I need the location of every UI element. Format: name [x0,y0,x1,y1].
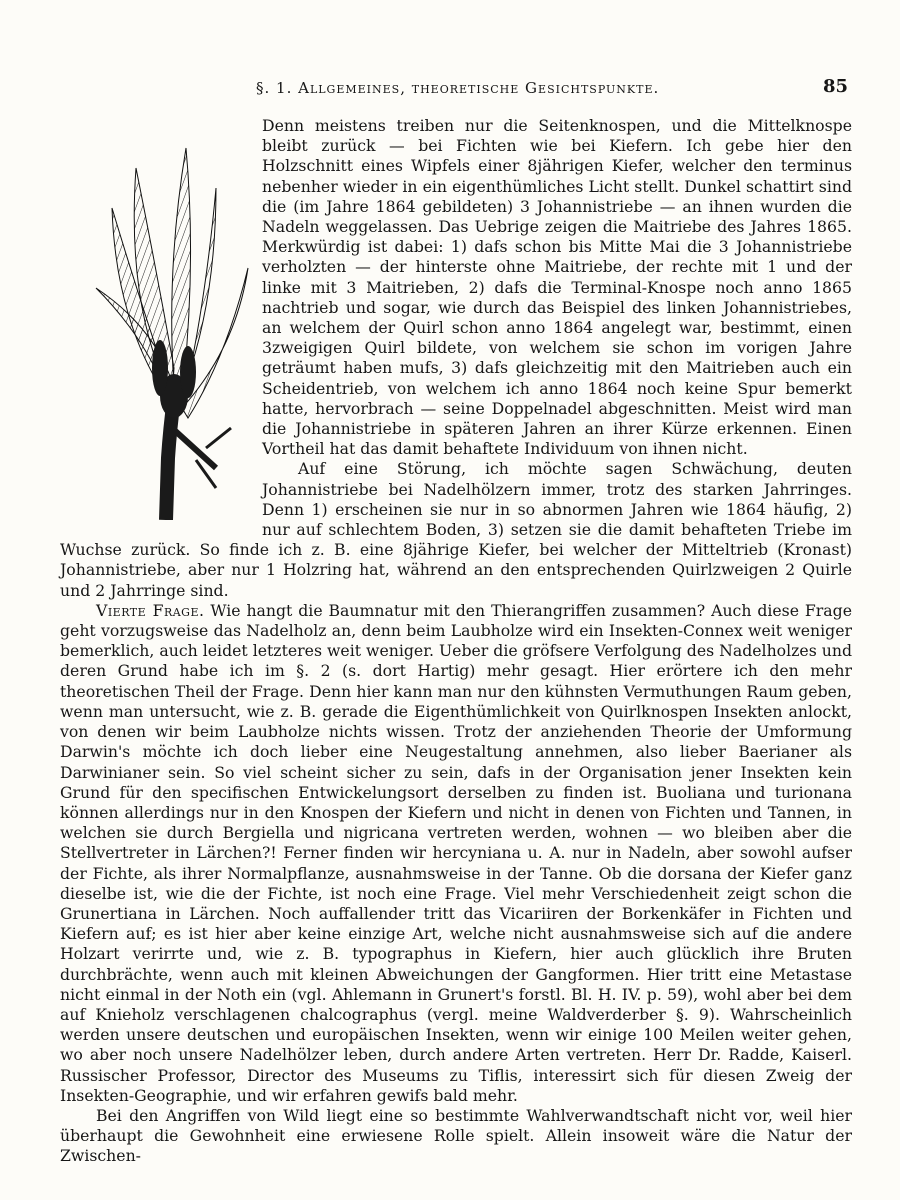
paragraph: Auf eine Störung, ich möchte sagen Schwächung, deuten Johannistriebe bei Nadelhölzern immer, trotz des starken Jahrringes. Denn 1) erscheinen sie nur in so abnormen Jahren wie 1864 häufig, 2) nur auf schlechtem Boden, 3) setzen sie die damit behafteten Triebe im Wuchse zurück. So finde ich z. B. eine 8jährige Kiefer, bei welcher der Mitteltrieb (Kronast) Johannistriebe, aber nur 1 Holzring hat, während an den entsprechenden Quirlzweigen 2 Quirle und 2 Jahrringe sind. [60,459,852,600]
paragraph-with-heading [60,601,852,1106]
figure-float-space [60,116,260,536]
page-number: 85 [822,76,848,97]
paragraph-text: Wie hangt die Baumnatur mit den Thierangriffen zusammen? Auch diese Frage geht vorzugsweise das Nadelholz an, denn beim Laubholze wird ein Insekten-Connex weit weniger bemerklich, auch leidet letzteres weit weniger. Ueber die gröfsere Verfolgung des Nadelholzes und deren Grund habe ich im §. 2 (s. dort Hartig) mehr gesagt. Hier erörtere ich den mehr theoretischen Theil der Frage. Denn hier kann man nur den kühnsten Vermuthungen Raum geben, wenn man untersucht, wie z. B. gerade die Eigenthümlichkeit von Quirlknospen Insekten anlockt, von denen wir beim Laubholze nichts wissen. Trotz der anziehenden Theorie der Umformung Darwin's möchte ich doch lieber eine Neugestaltung annehmen, also lieber Baerianer als Darwinianer sein. So viel scheint sicher zu sein, dafs in der Organisation jener Insekten kein Grund für den specifischen Entwickelungsort derselben zu finden ist. Buoliana und turionana können allerdings nur in den Knospen der Kiefern und nicht in denen von Fichten und Tannen, in welchen sie durch Bergiella und nigricana vertreten werden, wohnen — wo bleiben aber die Stellvertreter in Lärchen?! Ferner finden wir hercyniana u. A. nur in Nadeln, aber sowohl aufser der Fichte, als ihrer Normalpflanze, ausnahmsweise in der Tanne. Ob die dorsana der Kiefer ganz dieselbe ist, wie die der Fichte, ist noch eine Frage. Viel mehr Verschiedenheit zeigt schon die Grunertiana in Lärchen. Noch auffallender tritt das Vicariiren der Borkenkäfer in Fichten und Kiefern auf; es ist hier aber keine einzige Art, welche nicht ausnahmsweise sich auf die andere Holzart verirrte und, wie z. B. typographus in Kiefern, hier auch glücklich ihre Bruten durchbrächte, wenn auch mit kleinen Abweichungen der Gangformen. Hier tritt eine Metastase nicht einmal in der Noth ein (vgl. Ahlemann in Grunert's forstl. Bl. H. IV. p. 59), wohl aber bei dem auf Knieholz verschlagenen chalcographus (vergl. meine Waldverderber §. 9). Wahrscheinlich werden unsere deutschen und europäischen Insekten, wenn wir einige 100 Meilen weiter gehen, wo aber noch unsere Nadelhölzer leben, durch andere Arten vertreten. Herr Dr. Radde, Kaiserl. Russischer Professor, Director des Museums zu Tiflis, interessirt sich für diesen Zweig der Insekten-Geographie, und wir erfahren gewifs bald mehr. [60,600,852,1105]
section-heading: Vierte Frage. [96,600,205,620]
paragraph: Bei den Angriffen von Wild liegt eine so bestimmte Wahlverwandtschaft nicht vor, weil hier überhaupt die Gewohnheit eine erwiesene Rolle spielt. Allein insoweit wäre die Natur der Zwischen- [60,1105,852,1166]
header-title: §. 1. Allgemeines, theoretische Gesichtspunkte. [256,79,660,97]
body-text [60,116,852,1167]
paragraph: Denn meistens treiben nur die Seitenknospen, und die Mittelknospe bleibt zurück — bei Fichten wie bei Kiefern. Ich gebe hier den Holzschnitt eines Wipfels einer 8jährigen Kiefer, welcher den terminus nebenher wieder in ein eigenthümliches Licht stellt. Dunkel schattirt sind die (im Jahre 1864 gebildeten) 3 Johannistriebe — an ihnen wurden die Nadeln weggelassen. Das Uebrige zeigen die Maitriebe des Jahres 1865. Merkwürdig ist dabei: 1) dafs schon bis Mitte Mai die 3 Johannistriebe verholzten — der hinterste ohne Maitriebe, der rechte mit 1 und der linke mit 3 Maitrieben, 2) dafs die Terminal-Knospe noch anno 1865 nachtrieb und sogar, wie durch das Beispiel des linken Johannistriebes, an welchem der Quirl schon anno 1864 angelegt war, bestimmt, einen 3zweigigen Quirl bildete, von welchem sie schon im vorigen Jahre geträumt haben mufs, 3) dafs gleichzeitig mit den Maitrieben auch ein Scheidentrieb, von welchem ich anno 1864 noch keine Spur bemerkt hatte, hervorbrach — seine Doppelnadel abgeschnitten. Meist wird man die Johannistriebe in späteren Jahren an ihrer Kürze erkennen. Einen Vortheil hat das damit behaftete Individuum von ihnen nicht. [262,116,852,459]
running-header [60,76,848,102]
